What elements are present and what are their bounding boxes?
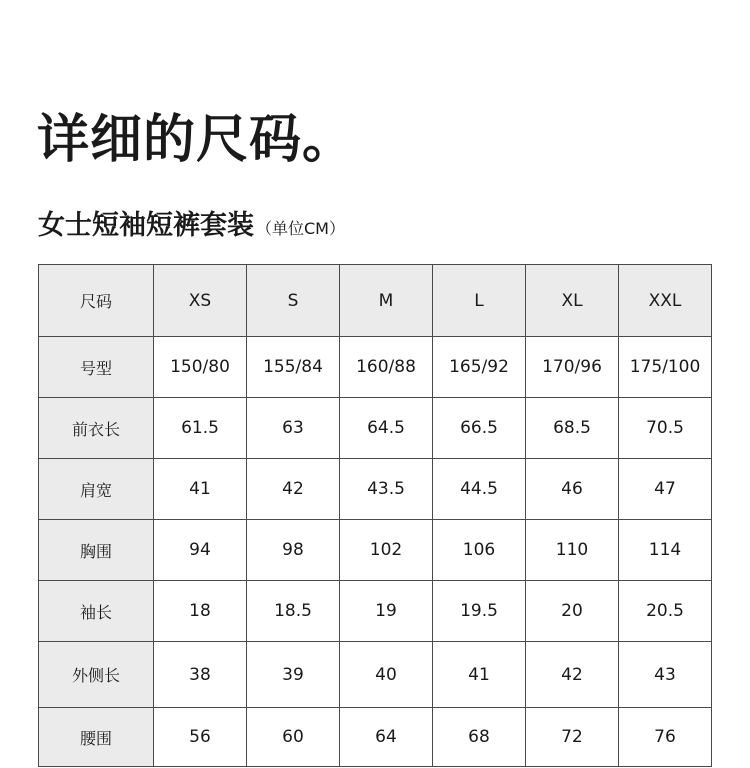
table-cell: 68.5 [526, 398, 619, 459]
table-row [39, 459, 712, 520]
table-cell: 41 [433, 642, 526, 708]
table-cell: 165/92 [433, 337, 526, 398]
table-cell: 38 [154, 642, 247, 708]
table-cell: 64.5 [340, 398, 433, 459]
table-header-row [39, 265, 712, 337]
row-label: 前衣长 [39, 398, 154, 459]
table-cell: 44.5 [433, 459, 526, 520]
table-cell: 170/96 [526, 337, 619, 398]
header-cell-l: L [433, 265, 526, 337]
row-label: 腰围 [39, 708, 154, 767]
table-row [39, 337, 712, 398]
table-cell: 56 [154, 708, 247, 767]
page-title: 详细的尺码。 [37, 110, 356, 170]
table-cell: 106 [433, 520, 526, 581]
header-cell-xxl: XXL [619, 265, 712, 337]
table-cell: 19 [340, 581, 433, 642]
table-row [39, 642, 712, 708]
table-cell: 76 [619, 708, 712, 767]
table-cell: 98 [247, 520, 340, 581]
table-cell: 46 [526, 459, 619, 520]
table-cell: 68 [433, 708, 526, 767]
table-cell: 19.5 [433, 581, 526, 642]
product-subtitle [38, 208, 345, 247]
table-cell: 40 [340, 642, 433, 708]
table-cell: 114 [619, 520, 712, 581]
table-cell: 60 [247, 708, 340, 767]
table-cell: 39 [247, 642, 340, 708]
row-label: 肩宽 [39, 459, 154, 520]
table-cell: 61.5 [154, 398, 247, 459]
table-cell: 43.5 [340, 459, 433, 520]
row-label: 袖长 [39, 581, 154, 642]
table-cell: 110 [526, 520, 619, 581]
table-cell: 42 [526, 642, 619, 708]
table-row [39, 581, 712, 642]
table-cell: 160/88 [340, 337, 433, 398]
table-row [39, 398, 712, 459]
header-cell-xl: XL [526, 265, 619, 337]
table-cell: 72 [526, 708, 619, 767]
table-cell: 20 [526, 581, 619, 642]
table-cell: 63 [247, 398, 340, 459]
header-cell-s: S [247, 265, 340, 337]
header-cell-m: M [340, 265, 433, 337]
table-cell: 155/84 [247, 337, 340, 398]
table-cell: 41 [154, 459, 247, 520]
header-cell-xs: XS [154, 265, 247, 337]
row-label: 号型 [39, 337, 154, 398]
table-cell: 43 [619, 642, 712, 708]
table-cell: 20.5 [619, 581, 712, 642]
table-cell: 64 [340, 708, 433, 767]
table-cell: 42 [247, 459, 340, 520]
table-cell: 175/100 [619, 337, 712, 398]
table-cell: 66.5 [433, 398, 526, 459]
row-label: 外侧长 [39, 642, 154, 708]
row-label: 胸围 [39, 520, 154, 581]
table-cell: 18 [154, 581, 247, 642]
table-cell: 102 [340, 520, 433, 581]
table-cell: 150/80 [154, 337, 247, 398]
header-cell-size: 尺码 [39, 265, 154, 337]
product-name: 女士短袖短裤套装 [38, 210, 254, 241]
table-row [39, 708, 712, 767]
table-cell: 18.5 [247, 581, 340, 642]
size-chart-table [38, 264, 712, 767]
table-cell: 47 [619, 459, 712, 520]
unit-note: （单位CM） [256, 219, 345, 238]
table-cell: 70.5 [619, 398, 712, 459]
table-row [39, 520, 712, 581]
table-cell: 94 [154, 520, 247, 581]
